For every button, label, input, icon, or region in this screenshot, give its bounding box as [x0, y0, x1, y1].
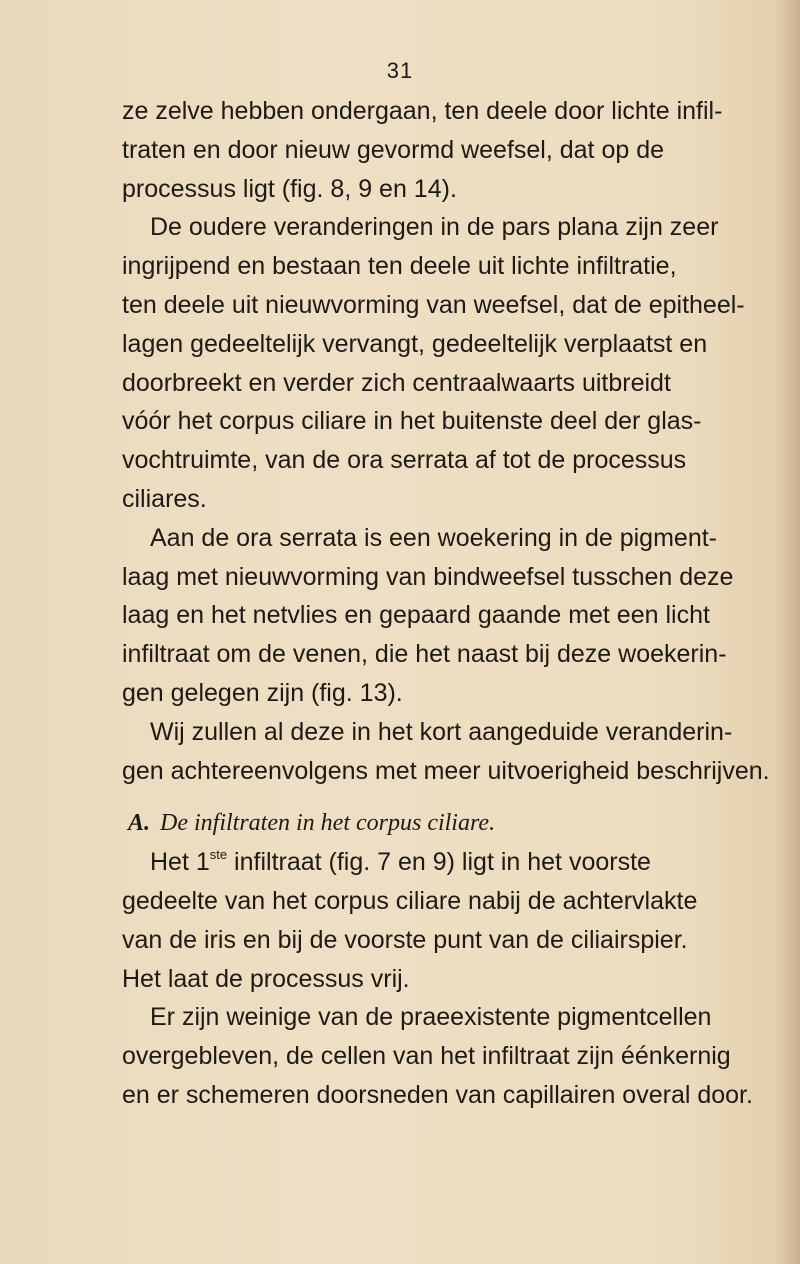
text-line: gedeelte van het corpus ciliare nabij de achtervlakte	[122, 886, 698, 915]
text-line: van de iris en bij de voorste punt van de ciliairspier.	[122, 925, 688, 954]
text-line: Er zijn weinige van de praeexistente pigmentcellen	[150, 1003, 712, 1032]
text-line: processus ligt (fig. 8, 9 en 14).	[122, 174, 457, 203]
body-text	[122, 92, 770, 1115]
text-line: laag en het netvlies en gepaard gaande met een licht	[122, 601, 710, 630]
section-marker: A.	[128, 810, 151, 837]
section-heading	[122, 804, 650, 843]
text-line: ze zelve hebben ondergaan, ten deele door lichte infil-	[122, 97, 723, 125]
text-line: gen gelegen zijn (fig. 13).	[122, 678, 403, 707]
text-line: infiltraat om de venen, die het naast bij deze woekerin-	[122, 640, 727, 669]
text-line: gen achtereenvolgens met meer uitvoerigheid beschrijven.	[122, 756, 770, 785]
text-line: en er schemeren doorsneden van capillairen overal door.	[122, 1080, 753, 1109]
text-line: De oudere veranderingen in de pars plana zijn zeer	[150, 213, 719, 242]
text-line: vochtruimte, van de ora serrata af tot de processus	[122, 446, 687, 475]
page-number: 31	[386, 58, 414, 83]
text-line: laag met nieuwvorming van bindweefsel tusschen deze	[122, 562, 734, 591]
text-fragment: infiltraat (fig. 7 en 9) ligt in het voorste	[227, 848, 651, 877]
text-line: lagen gedeeltelijk vervangt, gedeeltelijk verplaatst en	[122, 329, 708, 358]
text-line: vóór het corpus ciliare in het buitenste deel der glas-	[122, 407, 702, 436]
text-line: ten deele uit nieuwvorming van weefsel, dat de epitheel-	[122, 290, 745, 319]
text-line: overgebleven, de cellen van het infiltraat zijn éénkernig	[122, 1042, 731, 1071]
text-line: doorbreekt en verder zich centraalwaarts uitbreidt	[122, 368, 671, 397]
text-line: ingrijpend en bestaan ten deele uit lichte infiltratie,	[122, 252, 677, 281]
text-line: Het laat de processus vrij.	[122, 964, 410, 993]
ordinal-suffix: ste	[209, 847, 228, 863]
text-line	[122, 843, 650, 882]
text-line: Aan de ora serrata is een woekering in de pigment-	[150, 523, 717, 552]
section-title: De infiltraten in het corpus ciliare.	[160, 810, 496, 837]
text-line: ciliares.	[122, 484, 207, 513]
text-line: traten en door nieuw gevormd weefsel, dat op de	[122, 135, 665, 164]
text-fragment: Het 1	[150, 848, 210, 877]
text-line: Wij zullen al deze in het kort aangeduide veranderin-	[150, 717, 733, 746]
